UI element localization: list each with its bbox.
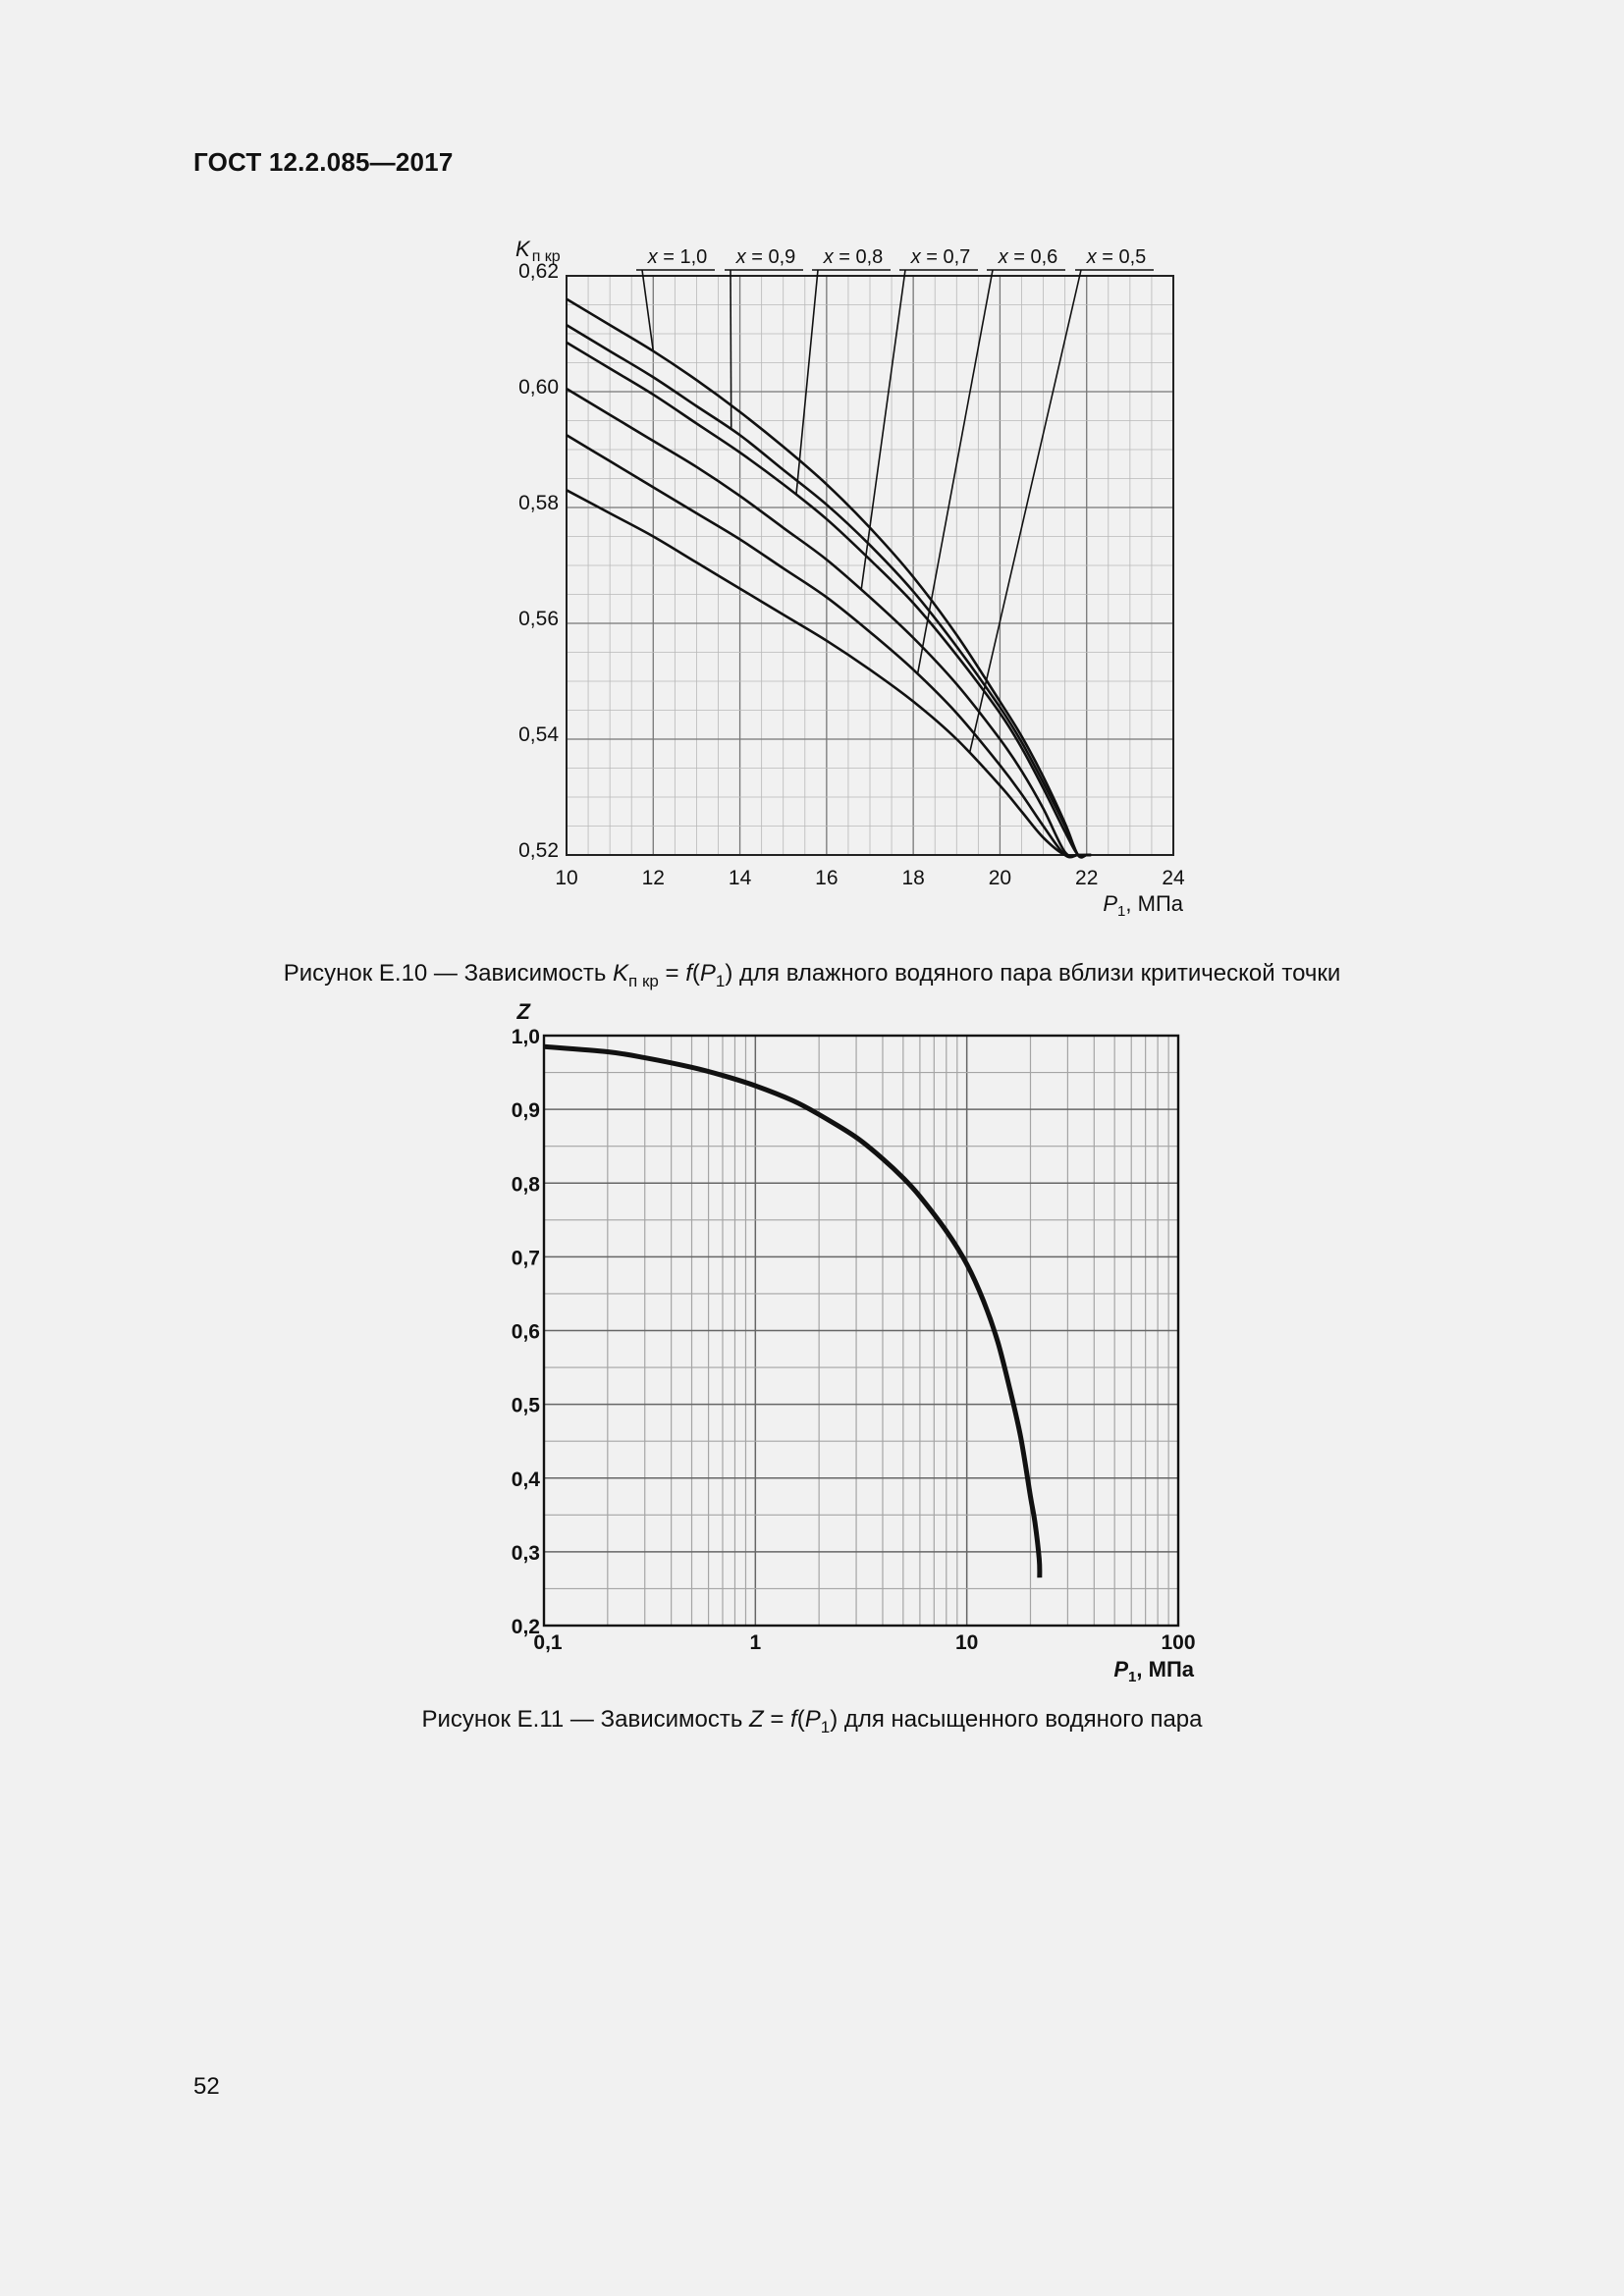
chart1-legend-label: x = 1,0 xyxy=(647,246,708,268)
chart1-series-line xyxy=(567,325,1091,857)
chart1-y-tick-label: 0,54 xyxy=(518,723,559,746)
chart1-y-tick-label: 0,62 xyxy=(518,260,559,283)
chart1-x-tick-label: 24 xyxy=(1162,867,1185,889)
chart2-x-tick-label: 10 xyxy=(954,1631,979,1654)
chart1-grid xyxy=(567,276,1173,855)
chart1-x-tick-label: 10 xyxy=(555,867,578,889)
chart2-y-tick-label: 0,3 xyxy=(511,1541,540,1565)
chart1-series-line xyxy=(567,435,1091,857)
chart-kpkr-vs-p1 xyxy=(0,216,1624,923)
chart-z-vs-p1 xyxy=(0,987,1624,1693)
chart1-legend-label: x = 0,7 xyxy=(910,246,971,268)
chart1-legend-label: x = 0,6 xyxy=(998,246,1058,268)
chart1-x-tick-label: 12 xyxy=(641,867,665,889)
chart2-x-axis-title: $P_1$, МПа xyxy=(1113,1657,1194,1685)
chart1-series-line xyxy=(567,389,1091,856)
chart1-x-tick-label: 18 xyxy=(901,867,925,889)
chart1-x-tick-label: 14 xyxy=(728,867,752,889)
chart1-legend-leader xyxy=(918,270,993,674)
chart2-y-tick-label: 0,8 xyxy=(511,1173,540,1197)
page-number: 52 xyxy=(193,2073,220,2100)
chart1-legend-leader xyxy=(796,270,818,495)
chart2-y-tick-label: 0,5 xyxy=(511,1394,540,1417)
chart2-y-tick-label: 1,0 xyxy=(511,1026,540,1048)
chart2-y-tick-label: 0,9 xyxy=(511,1099,540,1123)
chart2-y-tick-label: 0,4 xyxy=(511,1468,540,1491)
chart1-legend-label: x = 0,9 xyxy=(735,246,796,268)
chart1-series-line xyxy=(567,299,1091,858)
figure-e11-caption: Рисунок Е.11 — Зависимость $Z = f(P_1)$ для насыщенного водяного пара xyxy=(421,1706,1203,1736)
chart1-series-line xyxy=(567,490,1091,856)
chart1-x-tick-label: 22 xyxy=(1075,867,1099,889)
chart2-series-line xyxy=(544,1046,1040,1577)
figure-e10-caption: Рисунок Е.10 — Зависимость $K_{п кр} = f(P_1)$ для влажного водяного пара вблизи критической точки xyxy=(283,960,1341,990)
chart1-y-tick-label: 0,60 xyxy=(518,376,559,399)
chart1-x-axis-title: $P_1$, МПа xyxy=(1103,891,1183,920)
chart1-legend-label: x = 0,8 xyxy=(823,246,884,268)
chart1-x-tick-label: 16 xyxy=(815,867,839,889)
document-header: ГОСТ 12.2.085—2017 xyxy=(193,147,454,177)
chart2-x-tick-label: 1 xyxy=(749,1631,762,1654)
chart1-y-tick-label: 0,52 xyxy=(518,839,559,862)
chart1-y-tick-label: 0,58 xyxy=(518,492,559,514)
chart1-legend-label: x = 0,5 xyxy=(1086,246,1147,268)
chart2-x-tick-label: 100 xyxy=(1161,1631,1196,1654)
chart2-y-axis-title: Z xyxy=(516,999,530,1024)
chart1-series xyxy=(567,299,1091,858)
chart1-x-tick-label: 20 xyxy=(988,867,1012,889)
chart2-grid xyxy=(544,1036,1178,1626)
chart2-y-tick-label: 0,6 xyxy=(511,1320,540,1344)
chart2-y-tick-label: 0,2 xyxy=(511,1616,540,1638)
chart2-x-tick-label: 0,1 xyxy=(533,1631,563,1654)
chart1-legend-leader xyxy=(642,270,653,351)
chart2-y-tick-label: 0,7 xyxy=(511,1247,540,1270)
chart1-legend-leader xyxy=(970,270,1081,753)
chart1-y-axis-title: K $_{п кр}$ xyxy=(515,237,561,265)
chart1-y-tick-label: 0,56 xyxy=(518,608,559,630)
